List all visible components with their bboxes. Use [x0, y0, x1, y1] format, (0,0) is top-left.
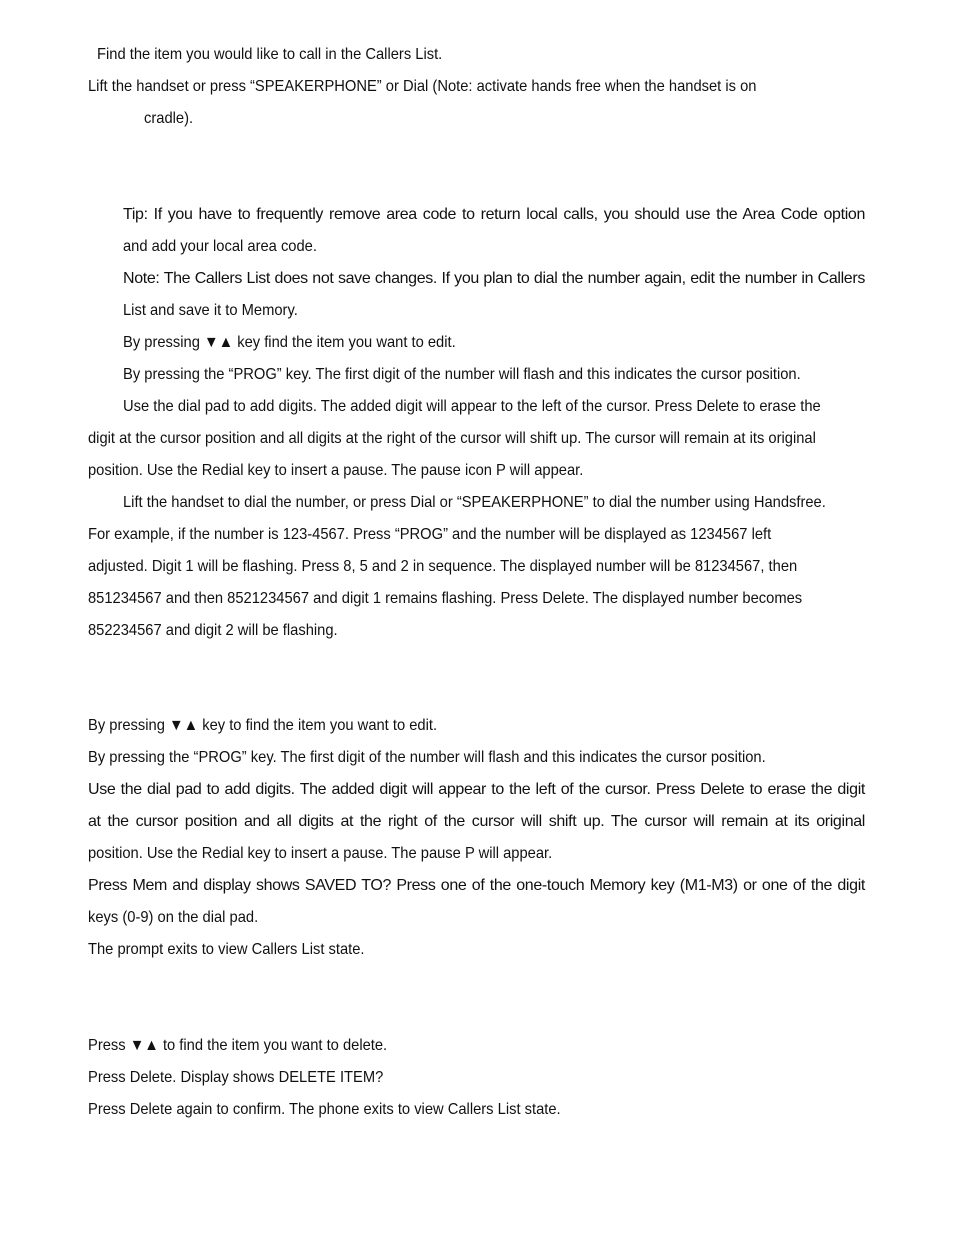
edit-save-step-mem: Press Mem and display shows SAVED TO? Press one of the one-touch Memory key (M1-M3) or one of the digit	[88, 877, 865, 894]
example-line: 851234567 and then 8521234567 and digit 1 remains flashing. Press Delete. The displayed number becomes	[88, 590, 803, 607]
delete-step-find: Press ▼▲ to find the item you want to delete.	[88, 1037, 388, 1054]
tip-line-cont: and add your local area code.	[123, 238, 317, 255]
note-line-cont: List and save it to Memory.	[123, 302, 298, 319]
example-line: 852234567 and digit 2 will be flashing.	[88, 622, 338, 639]
delete-step-confirm: Press Delete again to confirm. The phone exits to view Callers List state.	[88, 1101, 561, 1118]
note-line: Note: The Callers List does not save changes. If you plan to dial the number again, edit the number in Callers	[123, 270, 865, 287]
edit-dial-step-digits-cont: digit at the cursor position and all digits at the right of the cursor will shift up. The cursor will remain at its original	[88, 430, 816, 447]
example-line: For example, if the number is 123-4567. Press “PROG” and the number will be displayed as 1234567 left	[88, 526, 772, 543]
edit-save-step-digits-cont: position. Use the Redial key to insert a pause. The pause P will appear.	[88, 845, 553, 862]
delete-step-press: Press Delete. Display shows DELETE ITEM?	[88, 1069, 384, 1086]
edit-dial-step-find: By pressing ▼▲ key find the item you want to edit.	[123, 334, 456, 351]
edit-save-step-prog: By pressing the “PROG” key. The first digit of the number will flash and this indicates the cursor position.	[88, 749, 766, 766]
edit-dial-step-digits-cont: position. Use the Redial key to insert a pause. The pause icon P will appear.	[88, 462, 584, 479]
edit-save-step-mem-cont: keys (0-9) on the dial pad.	[88, 909, 259, 926]
edit-save-step-exit: The prompt exits to view Callers List state.	[88, 941, 365, 958]
edit-save-step-digits: Use the dial pad to add digits. The added digit will appear to the left of the cursor. Press Delete to erase the digit	[88, 781, 865, 798]
callers-step-lift-cont: cradle).	[144, 110, 194, 127]
callers-step-lift: Lift the handset or press “SPEAKERPHONE” or Dial (Note: activate hands free when the handset is on	[88, 78, 757, 95]
edit-save-step-find: By pressing ▼▲ key to find the item you want to edit.	[88, 717, 438, 734]
edit-save-step-digits-cont: at the cursor position and all digits at the right of the cursor will shift up. The cursor will remain at its original	[88, 813, 865, 830]
example-line: adjusted. Digit 1 will be flashing. Press 8, 5 and 2 in sequence. The displayed number will be 81234567, then	[88, 558, 798, 575]
edit-dial-step-prog: By pressing the “PROG” key. The first digit of the number will flash and this indicates the cursor position.	[123, 366, 801, 383]
callers-step-find: Find the item you would like to call in the Callers List.	[97, 46, 443, 63]
edit-dial-step-lift: Lift the handset to dial the number, or press Dial or “SPEAKERPHONE” to dial the number using Handsfree.	[123, 494, 826, 511]
edit-dial-step-digits: Use the dial pad to add digits. The added digit will appear to the left of the cursor. Press Delete to erase the	[123, 398, 821, 415]
tip-line: Tip: If you have to frequently remove area code to return local calls, you should use the Area Code option	[123, 206, 865, 223]
